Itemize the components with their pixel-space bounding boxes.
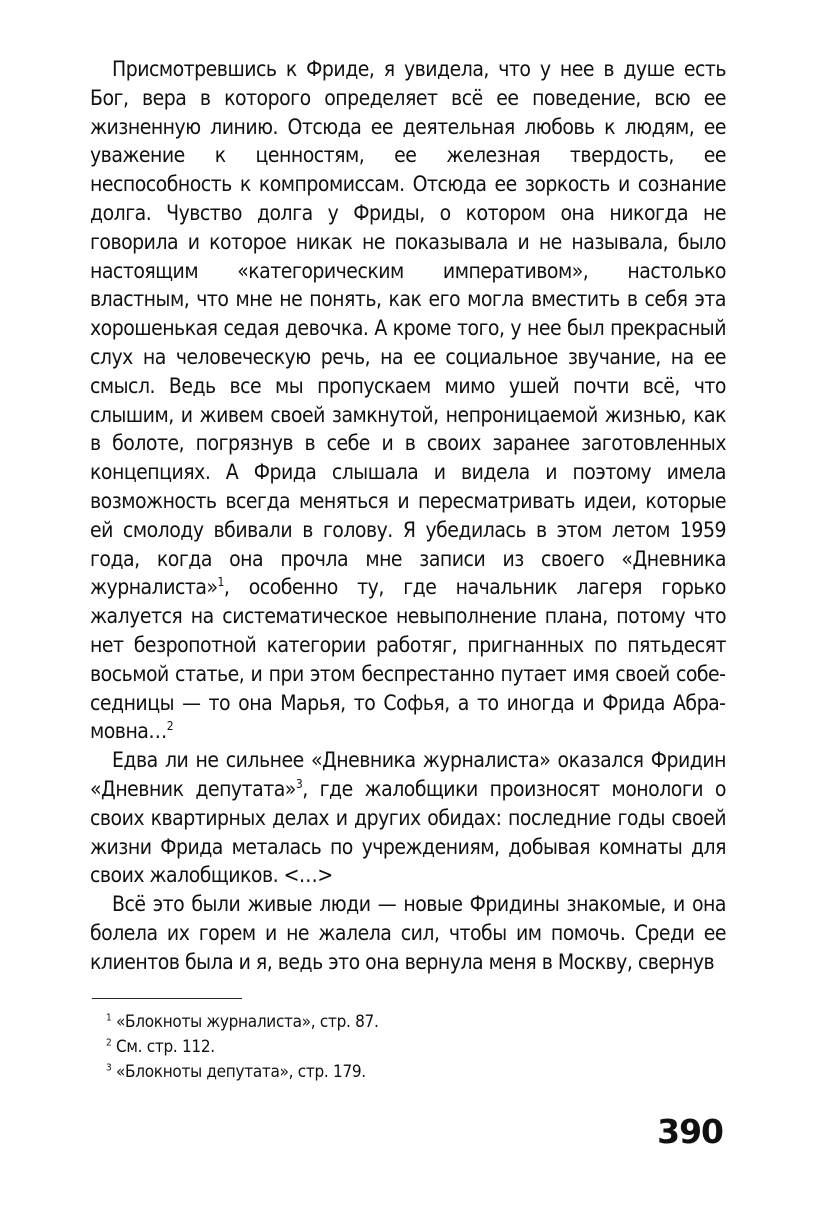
paragraph-text: Присмотревшись к Фриде, я увидела, что у нее в душе есть Бог, вера в которого определяет всё ее поведение, всю ее жизненную линию. Отсюда ее деятельная любовь к людям, ее уважение к ценностям, ее железная твердость, ее неспособность к компромиссам. Отсюда ее зоркость и сознание долга. Чувство долга у Фриды, о котором она никогда не говорила и которое никак не показывала и не называла, было настоящим «категорическим императивом», настолько властным, что мне не понять, как его могла вместить в себя эта хорошенькая седая девочка. А кроме того, у нее был прекрасный слух на человеческую речь, на ее социальное звучание, на ее смысл. Ведь все мы пропускаем мимо ушей почти всё, что слышим, и живем своей замкнутой, непроницаемой жизнью, как в болоте, погрязнув в себе и в своих заранее заготовленных концепциях. А Фрида слышала и видела и поэтому имела возможность всегда меняться и пересматривать идеи, которые ей смолоду вбивали в голову. Я убедилась в этом летом 1959 года, когда она прочла мне записи из своего «Дневника журналиста» — [90, 57, 726, 600]
paragraph-1 — [90, 55, 726, 746]
footnote-text: «Блокноты депутата», стр. 179. — [111, 1062, 366, 1082]
footnote-mark: 2 — [106, 1037, 112, 1049]
footnote-text: «Блокноты журналиста», стр. 87. — [111, 1012, 379, 1032]
footnote-ref-3[interactable]: 3 — [295, 776, 303, 791]
footnote-ref-1[interactable]: 1 — [217, 575, 224, 590]
paragraph-text: , где жалобщики произносят монологи о своих квартирных делах и других обидах: последние годы своей жизни Фрида металась по учреждениям, добывая комнаты для своих жалобщиков. <…> — [90, 776, 726, 888]
main-text — [90, 55, 726, 977]
footnote-text: См. стр. 112. — [111, 1037, 215, 1057]
paragraph-text: Всё это были живые люди — новые Фридины знакомые, и она болела их горем и не жалела сил, чтобы им помочь. Среди ее клиентов была и я, ведь это она вернула меня в Москву, свернув — [90, 892, 726, 974]
footnote-2 — [106, 1035, 666, 1060]
paragraph-3 — [90, 890, 726, 976]
footnote-divider — [92, 998, 242, 999]
footnote-1 — [106, 1010, 666, 1035]
paragraph-text: Едва ли не сильнее «Дневника журналиста» оказался Фридин «Дневник депутата» — [90, 748, 726, 801]
paragraph-text: , особенно ту, где начальник лагеря горько жалуется на систематическое невыполнение плана, потому что нет безропотной категории работяг, пригнанных по пятьдесят восьмой статье, и при этом беспрестанно путает имя своей собеседницы — то она Марья, то Софья, а то иногда и Фрида Абрамовна… — [90, 575, 726, 744]
paragraph-2 — [90, 746, 726, 890]
footnotes — [106, 1010, 666, 1085]
footnote-mark: 3 — [106, 1062, 112, 1074]
footnote-ref-2[interactable]: 2 — [166, 719, 174, 734]
page-number: 390 — [657, 1112, 723, 1151]
footnote-3 — [106, 1060, 666, 1085]
footnote-mark: 1 — [106, 1012, 112, 1024]
